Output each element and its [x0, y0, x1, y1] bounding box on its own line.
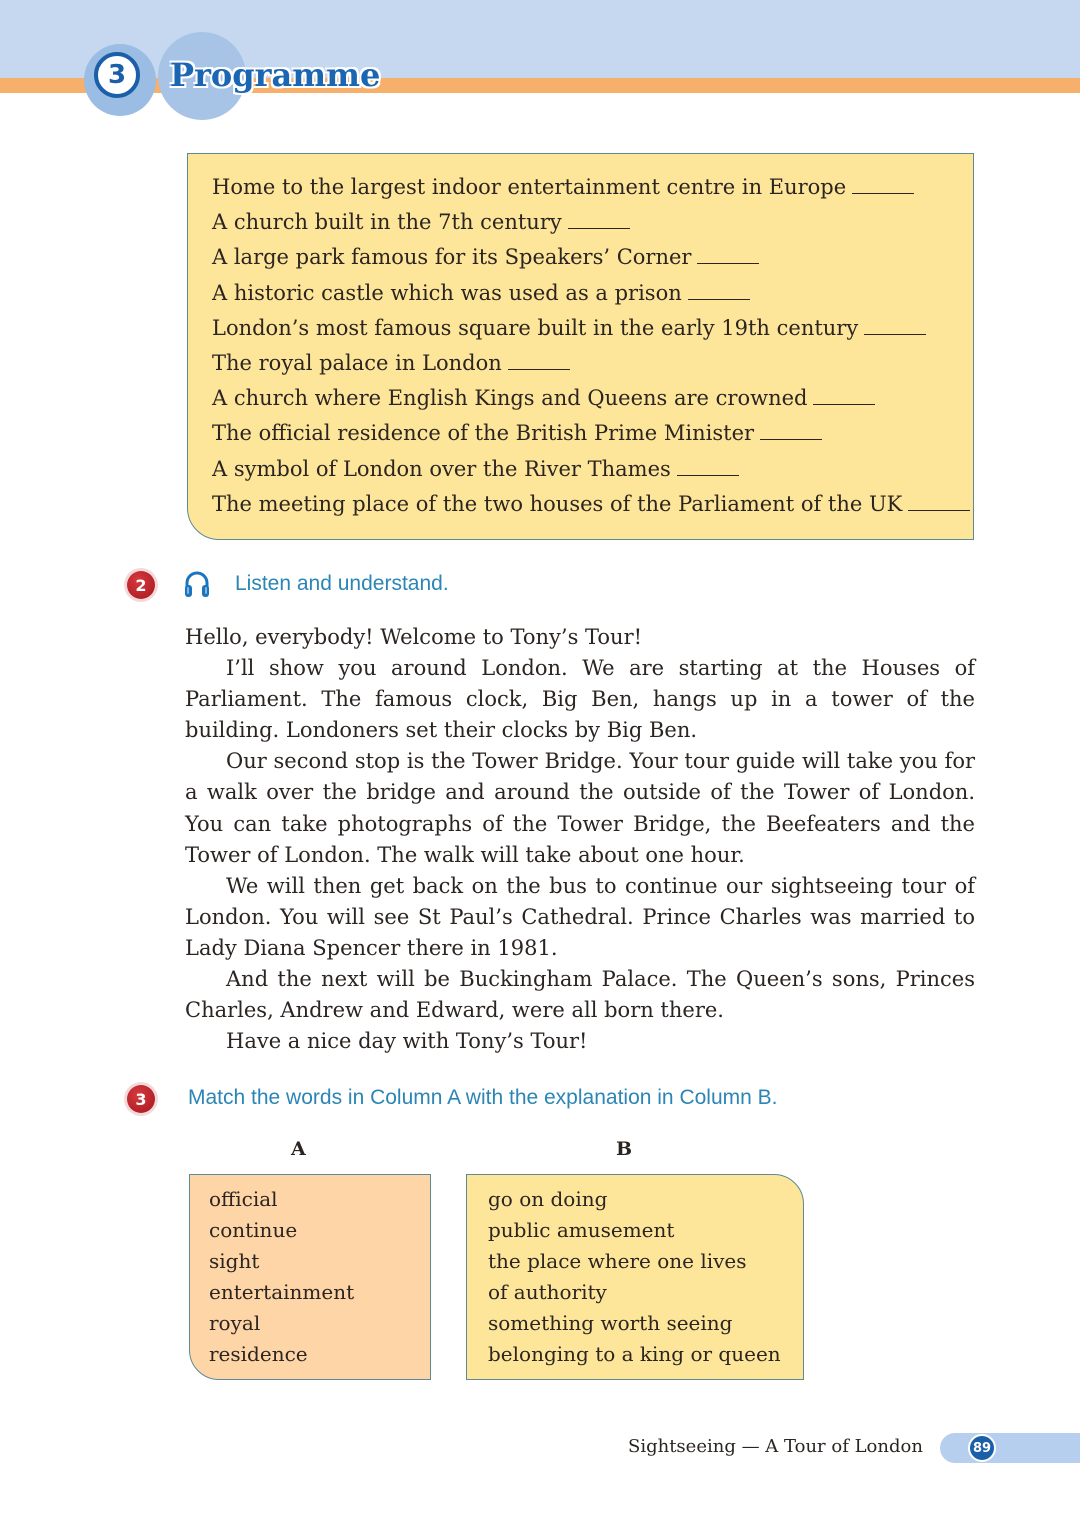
answer-blank[interactable] — [864, 316, 926, 335]
exercise-number-badge: 2 — [127, 571, 155, 599]
exercise-instruction: Match the words in Column A with the explanation in Column B. — [188, 1086, 778, 1109]
clue-text: London’s most famous square built in the early 19th century — [212, 315, 859, 340]
column-a-word[interactable]: sight — [209, 1249, 260, 1273]
clue-item — [212, 487, 973, 522]
column-b-explanation[interactable]: belonging to a king or queen — [488, 1342, 781, 1366]
unit-number-badge: 3 — [94, 52, 140, 98]
column-b-explanation[interactable]: something worth seeing — [488, 1311, 733, 1335]
clue-text: A historic castle which was used as a prison — [212, 280, 682, 305]
passage-paragraph: I’ll show you around London. We are starting at the Houses of Parliament. The famous clock, Big Ben, hangs up in a tower of the building. Londoners set their clocks by Big Ben. — [185, 656, 975, 743]
footer-section-title: Sightseeing — A Tour of London — [628, 1436, 923, 1457]
clue-text: A church built in the 7th century — [212, 210, 562, 235]
passage-paragraph: Have a nice day with Tony’s Tour! — [226, 1029, 588, 1054]
answer-blank[interactable] — [688, 281, 750, 300]
clue-text: A symbol of London over the River Thames — [212, 456, 671, 481]
column-a-header: A — [291, 1138, 306, 1160]
answer-blank[interactable] — [852, 175, 914, 194]
column-a-word[interactable]: royal — [209, 1311, 261, 1335]
clue-text: A large park famous for its Speakers’ Corner — [212, 245, 692, 270]
page-number: 89 — [968, 1434, 996, 1462]
headphones-icon[interactable] — [183, 570, 211, 600]
column-b-box — [466, 1174, 804, 1380]
passage-paragraph: Hello, everybody! Welcome to Tony’s Tour! — [185, 625, 643, 649]
answer-blank[interactable] — [908, 492, 970, 511]
column-b-header: B — [616, 1138, 633, 1160]
exercise-number-badge: 3 — [127, 1085, 155, 1113]
answer-blank[interactable] — [677, 457, 739, 476]
clue-text: The royal palace in London — [212, 351, 502, 376]
column-b-explanation[interactable]: go on doing — [488, 1187, 608, 1211]
exercise-instruction: Listen and understand. — [235, 572, 449, 595]
passage-paragraph: And the next will be Buckingham Palace. The Queen’s sons, Princes Charles, Andrew and Edward, were all born there. — [185, 967, 975, 1023]
clue-item — [212, 276, 973, 311]
answer-blank[interactable] — [813, 386, 875, 405]
column-a-word[interactable]: residence — [209, 1342, 308, 1366]
clue-text: Home to the largest indoor entertainment centre in Europe — [212, 175, 847, 199]
clue-text: The meeting place of the two houses of the Parliament of the UK — [212, 491, 903, 516]
clue-text: A church where English Kings and Queens are crowned — [212, 386, 808, 411]
clue-item — [212, 381, 973, 416]
passage-paragraph: Our second stop is the Tower Bridge. Your tour guide will take you for a walk over the bridge and around the outside of the Tower of London. You can take photographs of the Tower Bridge, the Beefeaters and the Tower of London. The walk will take about one hour. — [185, 749, 975, 867]
answer-blank[interactable] — [508, 351, 570, 370]
listening-passage — [185, 622, 975, 1057]
column-b-explanation[interactable]: of authority — [488, 1280, 607, 1304]
clue-item — [212, 346, 973, 381]
column-a-box — [189, 1174, 431, 1380]
unit-title: Programme — [170, 56, 381, 94]
column-b-explanation[interactable]: the place where one lives — [488, 1249, 747, 1273]
column-a-word[interactable]: entertainment — [209, 1280, 355, 1304]
answer-blank[interactable] — [697, 245, 759, 264]
clue-item — [212, 240, 973, 275]
clue-box — [187, 153, 974, 540]
clue-item — [212, 205, 973, 240]
answer-blank[interactable] — [568, 210, 630, 229]
clue-item — [212, 311, 973, 346]
clue-item — [212, 416, 973, 451]
passage-paragraph: We will then get back on the bus to continue our sightseeing tour of London. You will see St Paul’s Cathedral. Prince Charles was married to Lady Diana Spencer there in 1981. — [185, 873, 975, 960]
clue-item — [212, 452, 973, 487]
answer-blank[interactable] — [760, 421, 822, 440]
clue-text: The official residence of the British Prime Minister — [212, 421, 755, 446]
column-b-explanation[interactable]: public amusement — [488, 1218, 675, 1242]
clue-item — [212, 170, 973, 205]
footer-band — [940, 1433, 1080, 1463]
column-a-word[interactable]: official — [209, 1187, 278, 1211]
column-a-word[interactable]: continue — [209, 1218, 298, 1242]
